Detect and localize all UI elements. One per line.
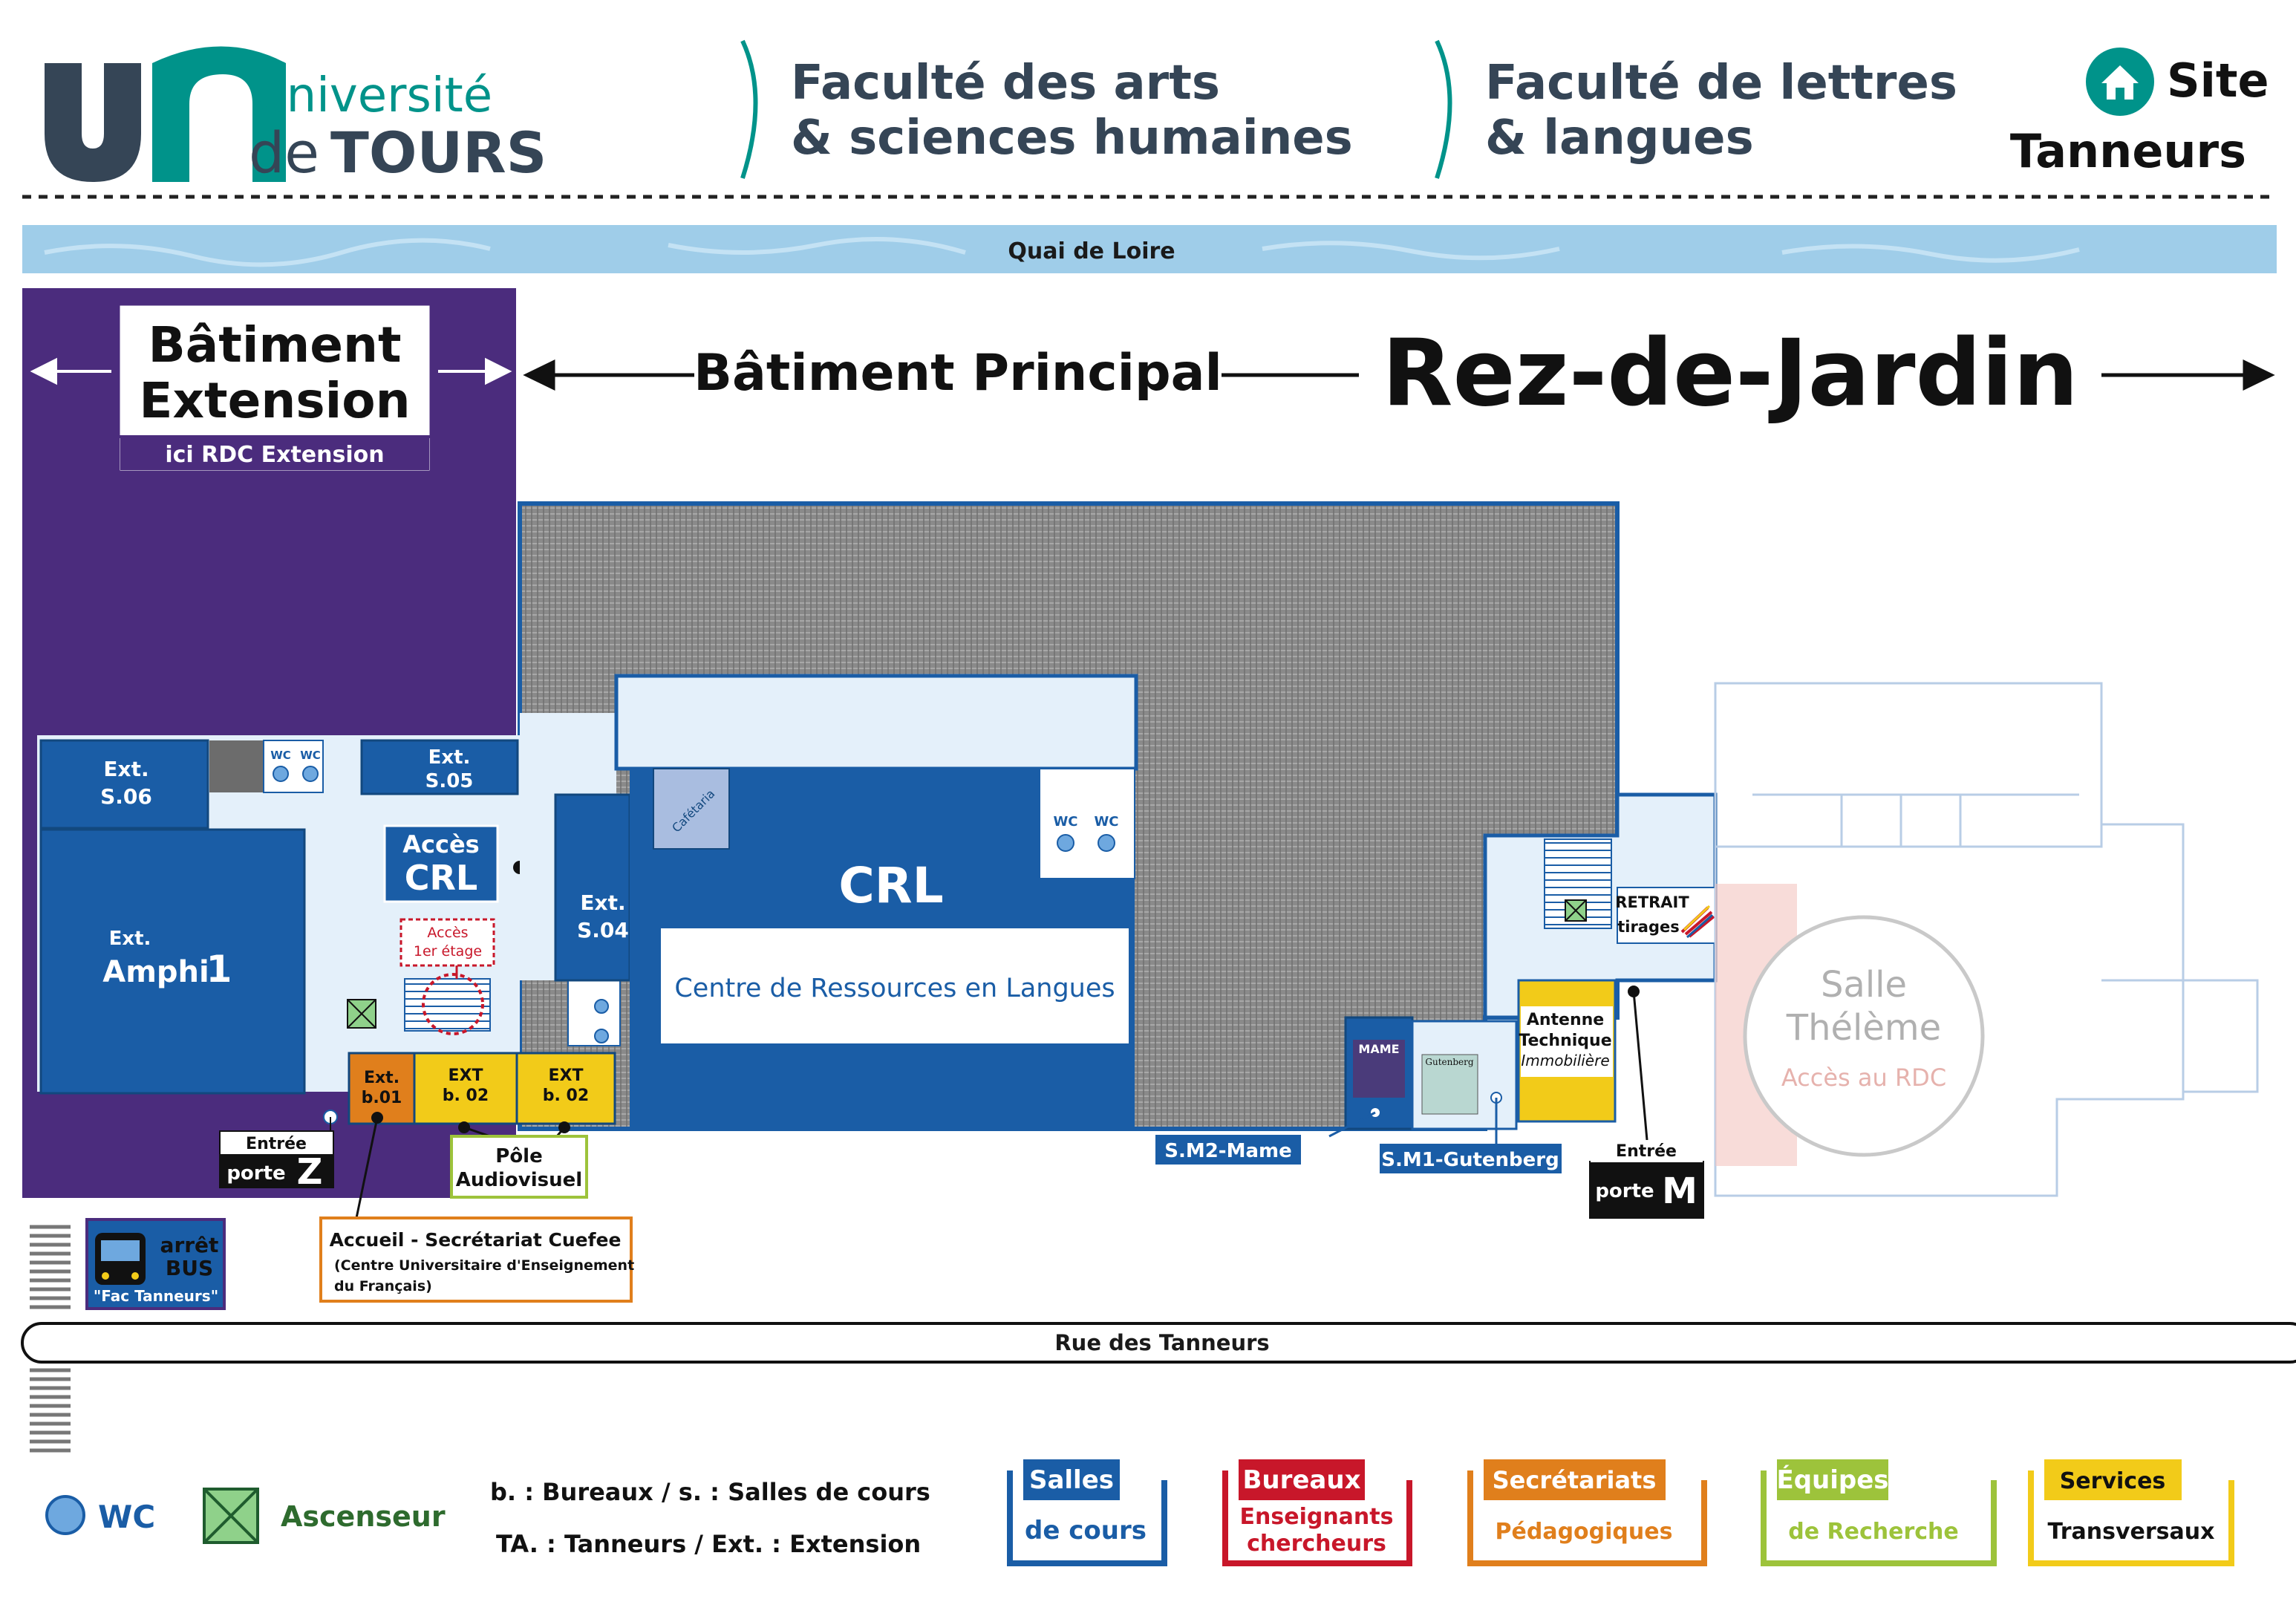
amphi-label2: Amphi	[102, 955, 209, 989]
bus-label3: "Fac Tanneurs"	[93, 1287, 219, 1305]
office-ext-b02-a-label2: b. 02	[442, 1087, 489, 1105]
extension-title-line1: Bâtiment	[148, 316, 402, 374]
porte-m-label: porte	[1595, 1180, 1654, 1202]
wc-icon	[1057, 835, 1074, 851]
pole-label1: Pôle	[495, 1145, 543, 1167]
chevron-divider-2	[1437, 41, 1450, 178]
extension-title-line2: Extension	[139, 372, 411, 429]
pole-label2: Audiovisuel	[455, 1169, 583, 1191]
acces-crl-label2: CRL	[404, 858, 478, 898]
mame-logo: MAME	[1358, 1042, 1400, 1056]
faculty1-line1: Faculté des arts	[791, 56, 1220, 111]
office-ext-b01-label2: b.01	[361, 1089, 402, 1107]
antenne-label2: Technique	[1519, 1032, 1612, 1050]
cafeteria-label: Cafétaria	[669, 786, 718, 836]
main-corridor-north	[616, 676, 1136, 769]
legend-cat1-sub: de cours	[1025, 1516, 1147, 1546]
legend-abbr-line1: b. : Bureaux / s. : Salles de cours	[490, 1478, 930, 1506]
accueil-label3: du Français)	[334, 1278, 432, 1294]
bus-icon	[95, 1233, 146, 1285]
extension-subtitle: ici RDC Extension	[165, 442, 385, 468]
office-ext-b02-b-label1: EXT	[548, 1066, 584, 1085]
bus-label1: arrêt	[160, 1233, 219, 1257]
legend-cat2-sub1: Enseignants	[1239, 1504, 1394, 1530]
legend-cat2-title: Bureaux	[1242, 1465, 1361, 1495]
home-icon	[2086, 48, 2154, 116]
elevator-icon	[348, 1000, 376, 1028]
legend-cat3-title: Secrétariats	[1492, 1466, 1657, 1494]
street-north-label: Quai de Loire	[1008, 238, 1175, 264]
level-label: Rez-de-Jardin	[1381, 320, 2079, 427]
legend-abbr-line2: TA. : Tanneurs / Ext. : Extension	[496, 1530, 922, 1558]
wc-label: WC	[300, 749, 321, 762]
office-ext-b01-label1: Ext.	[363, 1069, 400, 1087]
wc-label: WC	[1053, 814, 1078, 830]
crl-subtitle: Centre de Ressources en Langues	[674, 974, 1115, 1003]
wc-icon	[595, 1000, 608, 1013]
room-ext-s04	[555, 795, 630, 980]
faculty1-line2: & sciences humaines	[791, 111, 1353, 166]
wc-icon	[595, 1029, 608, 1043]
acces-etage-label1: Accès	[427, 925, 469, 941]
elevator-icon	[1565, 900, 1586, 921]
antenne-label1: Antenne	[1526, 1011, 1605, 1029]
gutenberg-logo: Gutenberg	[1425, 1057, 1474, 1067]
logo-line1: université	[256, 68, 493, 123]
retrait-label2: tirages	[1617, 918, 1680, 936]
legend-elevator-label: Ascenseur	[281, 1500, 446, 1533]
acces-etage-label2: 1er étage	[413, 943, 483, 960]
logo-line2-bold: TOURS	[330, 120, 547, 186]
legend-cat2-sub2: chercheurs	[1247, 1531, 1386, 1557]
porte-m-letter: M	[1662, 1170, 1697, 1212]
site-line1: Site	[2167, 53, 2269, 108]
legend-cat4-title: Équipes	[1776, 1465, 1889, 1495]
wc-label: WC	[270, 749, 291, 762]
wc-icon	[303, 766, 318, 781]
entree-z-label: Entrée	[246, 1135, 307, 1153]
salle-theleme-label1: Salle	[1820, 964, 1908, 1006]
wc-extension-south	[568, 980, 620, 1046]
sm2-mame-label: S.M2-Mame	[1164, 1140, 1292, 1162]
wc-icon	[273, 766, 288, 781]
legend-salles-de-cours	[1010, 1459, 1164, 1563]
office-ext-b02-a-label1: EXT	[448, 1066, 483, 1085]
porte-z-label: porte	[226, 1162, 286, 1185]
office-ext-b02-b-label2: b. 02	[542, 1087, 590, 1105]
entree-m-label: Entrée	[1616, 1142, 1677, 1161]
site-line2: Tanneurs	[2009, 124, 2246, 178]
wc-label: WC	[1094, 814, 1119, 830]
legend-cat5-title: Services	[2059, 1468, 2166, 1494]
legend-wc-label: WC	[98, 1499, 156, 1535]
legend-secretariats	[1470, 1459, 1704, 1563]
chevron-divider-1	[743, 41, 756, 178]
room-ext-s04-label2: S.04	[577, 918, 629, 942]
antenne-label3: Immobilière	[1521, 1052, 1610, 1069]
main-building-label: Bâtiment Principal	[694, 344, 1222, 403]
amphi-label1: Ext.	[108, 928, 151, 950]
logo-line2-prefix: de	[249, 120, 319, 186]
faculty2-line1: Faculté de lettres	[1485, 56, 1957, 111]
street-south-label: Rue des Tanneurs	[1054, 1330, 1270, 1355]
legend-wc-icon	[47, 1496, 84, 1534]
room-ext-s04-label1: Ext.	[580, 890, 626, 915]
legend-cat1-title: Salles	[1028, 1465, 1115, 1495]
legend-equipes-recherche	[1764, 1459, 1994, 1563]
wc-icon	[1098, 835, 1115, 851]
room-ext-s05-label1: Ext.	[428, 746, 471, 769]
sm1-gutenberg-label: S.M1-Gutenberg	[1381, 1149, 1559, 1171]
legend-cat4-sub: de Recherche	[1788, 1519, 1959, 1545]
legend-elevator-icon	[204, 1489, 258, 1543]
retrait-label1: RETRAIT	[1615, 893, 1689, 911]
legend-cat5-sub: Transversaux	[2047, 1519, 2215, 1545]
crl-title: CRL	[838, 857, 944, 914]
room-ext-s06-label2: S.06	[100, 784, 152, 809]
legend-services-transversaux	[2031, 1459, 2231, 1563]
porte-z-letter: Z	[296, 1151, 323, 1193]
amphi-number: 1	[206, 948, 232, 991]
legend-bureaux	[1225, 1459, 1409, 1563]
bus-label2: BUS	[165, 1256, 214, 1280]
legend-cat3-sub: Pédagogiques	[1495, 1519, 1673, 1545]
accueil-label2: (Centre Universitaire d'Enseignement	[334, 1257, 635, 1274]
salle-theleme-label3: Accès au RDC	[1781, 1064, 1947, 1092]
salle-theleme-label2: Thélème	[1786, 1007, 1942, 1049]
acces-crl-label1: Accès	[402, 830, 480, 859]
room-ext-s05-label2: S.05	[425, 770, 474, 792]
faculty2-line2: & langues	[1485, 111, 1754, 166]
accueil-label1: Accueil - Secrétariat Cuefee	[329, 1229, 622, 1251]
university-logo	[45, 47, 547, 186]
room-ext-s06-label1: Ext.	[103, 757, 149, 781]
